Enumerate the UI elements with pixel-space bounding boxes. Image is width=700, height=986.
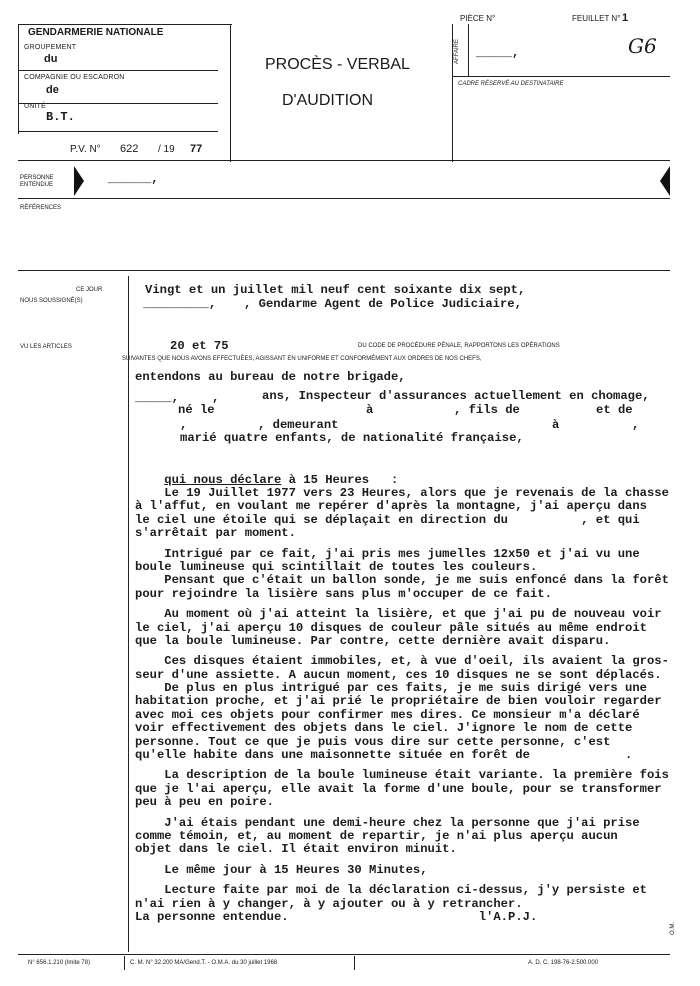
declare-rest: à 15 Heures : (288, 473, 399, 487)
declaration-line: Le 19 Juillet 1977 vers 23 Heures, alors que je revenais de la chasse (135, 486, 669, 500)
suivantes-text: SUIVANTES QUE NOUS AVONS EFFECTUÉES, AGISSANT EN UNIFORME ET CONFORMÉMENT AUX ORDRES DE NOS CHEFS, (122, 356, 482, 362)
declaration-line: le ciel une étoile qui se déplaçait en direction du , et qui (135, 512, 640, 527)
margin-rule (128, 276, 129, 952)
entendons-line: entendons au bureau de notre brigade, (135, 370, 406, 384)
identity-blank-1: _____, (135, 391, 179, 405)
agent-blank: _________, (143, 297, 217, 311)
right-arrow-marker-icon (660, 166, 670, 196)
cadre-destinataire-label: CADRE RÉSERVÉ AU DESTINATAIRE (458, 81, 564, 87)
identity-a-1: à (366, 403, 374, 417)
affaire-rule (452, 76, 670, 77)
groupement-rule (18, 70, 218, 71)
handwritten-reference: G6 (628, 34, 657, 58)
feuillet-value: 1 (622, 12, 629, 24)
agent-line: , Gendarme Agent de Police Judiciaire, (244, 297, 522, 311)
margin-mark: O.M. (670, 922, 676, 935)
declaration-line: objet dans le ciel. Il était environ minuit. (135, 842, 457, 857)
org-name: GENDARMERIE NATIONALE (28, 27, 164, 38)
groupement-label: GROUPEMENT (24, 44, 77, 51)
footer-rule (18, 954, 670, 955)
identity-line-4: marié quatre enfants, de nationalité française, (180, 431, 524, 445)
declaration-line: Le même jour à 15 Heures 30 Minutes, (135, 862, 428, 877)
personne-label-line2: ENTENDUE (20, 182, 54, 188)
title-proces-verbal: PROCÈS - VERBAL (265, 56, 410, 73)
pv-year-value: 77 (190, 143, 203, 155)
declaration-line: La personne entendue. l'A.P.J. (135, 909, 538, 924)
affaire-value: _____, (476, 46, 520, 60)
code-procedure-text: DU CODE DE PROCÉDURE PÉNALE, RAPPORTONS LES OPÉRATIONS (358, 343, 560, 349)
footer-divider-2 (354, 956, 355, 970)
declaration-line: n'ai rien à y changer, à y ajouter ou à y retrancher. (135, 896, 523, 911)
header-divider-left (230, 24, 231, 162)
personne-bottom-rule (18, 198, 670, 199)
ce-jour-label: CE JOUR (76, 287, 103, 293)
identity-demeurant: , demeurant (258, 418, 339, 432)
declaration-line: Lecture faite par moi de la déclaration ci-dessus, j'y persiste et (135, 883, 647, 898)
affaire-label: AFFAIRE (454, 38, 460, 64)
declaration-line: Intrigué par ce fait, j'ai pris mes jumelles 12x50 et j'ai vu une (135, 546, 640, 561)
declaration-line: De plus en plus intrigué par ces faits, je me suis dirigé vers une (135, 681, 647, 696)
affaire-divider (468, 24, 469, 76)
compagnie-rule (18, 103, 218, 104)
identity-a-2: à (552, 418, 560, 432)
articles-value: 20 et 75 (170, 339, 229, 353)
references-bottom-rule (18, 270, 670, 271)
references-label: RÉFÉRENCES (20, 205, 62, 211)
identity-fils-de: , fils de (454, 403, 520, 417)
declaration-line: Au moment où j'ai atteint la lisière, et que j'ai pu de nouveau voir (135, 607, 662, 622)
header-bottom-rule (18, 160, 670, 161)
footer-cm-text: C. M. N° 32.200 MA/Gend.T. - O.M.A. du 30 juillet 1968 (130, 960, 278, 966)
footer-divider-1 (124, 956, 125, 970)
declaration-line: que je l'ai aperçu, elle avait la forme d'une boule, pour se transformer (135, 781, 662, 796)
feuillet-label: FEUILLET N° (572, 14, 621, 23)
unite-value: B.T. (46, 110, 75, 124)
declaration-line: personne. Tout ce que je puis vous dire sur cette personne, c'est (135, 734, 611, 749)
declaration-body (135, 487, 695, 924)
left-arrow-marker-icon (74, 166, 84, 196)
footer-form-number: N° 656.1.210 (Imite 78) (28, 960, 91, 966)
declaration-line: La description de la boule lumineuse était variante. la première fois (135, 768, 669, 783)
identity-comma-2: , (180, 418, 188, 432)
identity-line-1: ans, Inspecteur d'assurances actuellement en chomage, (262, 389, 650, 403)
declare-underlined: qui nous déclare (164, 473, 282, 487)
pv-number-label: P.V. N° (70, 144, 101, 155)
compagnie-label: COMPAGNIE OU ESCADRON (24, 74, 125, 81)
identity-et-de: et de (596, 403, 633, 417)
declaration-line: pour rejoindre la lisière sans plus m'occuper de ce fait. (135, 586, 552, 601)
declaration-line: s'arrêtait par moment. (135, 526, 296, 541)
left-block-edge (18, 24, 19, 134)
unite-label: UNITÉ (24, 103, 46, 110)
footer-ad-text: A. D. C. 198-76-2.500.000 (528, 960, 599, 966)
declaration-line: avec moi ces objets pour confirmer mes dires. Ce monsieur m'a déclaré (135, 707, 640, 722)
declaration-line: J'ai étais pendant une demi-heure chez la personne que j'ai prise (135, 815, 640, 830)
declaration-line: à l'affut, en voulant me repérer d'après la montagne, j'ai aperçu dans (135, 499, 647, 514)
declaration-line: que la boule lumineuse. Par contre, cette dernière avait disparu. (135, 633, 611, 648)
declaration-line: qu'elle habite dans une maisonnette située en forêt de . (135, 748, 633, 763)
declaration-line: peu à peu en poire. (135, 795, 274, 810)
personne-value: ______, (108, 172, 159, 186)
pv-number-value: 622 (120, 143, 139, 155)
identity-comma-3: , (632, 418, 640, 432)
piece-label: PIÈCE N° (460, 14, 496, 23)
header-top-rule (18, 24, 232, 25)
declaration-line: Ces disques étaient immobiles, et, à vue d'oeil, ils avaient la gros- (135, 654, 669, 669)
declaration-line: habitation proche, et j'ai prié le propriétaire de bien vouloir regarder (135, 694, 662, 709)
title-audition: D'AUDITION (282, 92, 374, 109)
identity-ne-le: né le (178, 403, 215, 417)
pv-year-prefix: / 19 (158, 144, 175, 155)
declaration-line: le ciel, j'ai aperçu 10 disques de couleur pâle situés au même endroit (135, 620, 647, 635)
declaration-line: seur d'une assiette. A aucun moment, ces 10 disques ne se sont déplacés. (135, 667, 662, 682)
identity-comma-1: , (212, 391, 220, 405)
declaration-line: voir effectivement des objets dans le ciel. J'ignore le nom de cette (135, 721, 633, 736)
declaration-line: boule lumineuse qui scintillait de toutes les couleurs. (135, 559, 538, 574)
declaration-line: comme témoin, et, au moment de repartir, je n'ai plus aperçu aucun (135, 828, 618, 843)
date-line: Vingt et un juillet mil neuf cent soixante dix sept, (145, 283, 526, 297)
unite-rule (18, 131, 218, 132)
personne-label-line1: PERSONNE (20, 175, 54, 181)
declaration-line: Pensant que c'était un ballon sonde, je me suis enfoncé dans la forêt (135, 573, 669, 588)
soussigne-label: NOUS SOUSSIGNÉ(S) (20, 298, 83, 304)
groupement-value: du (44, 53, 58, 65)
compagnie-value: de (46, 84, 59, 96)
vu-articles-label: VU LES ARTICLES (20, 344, 72, 350)
